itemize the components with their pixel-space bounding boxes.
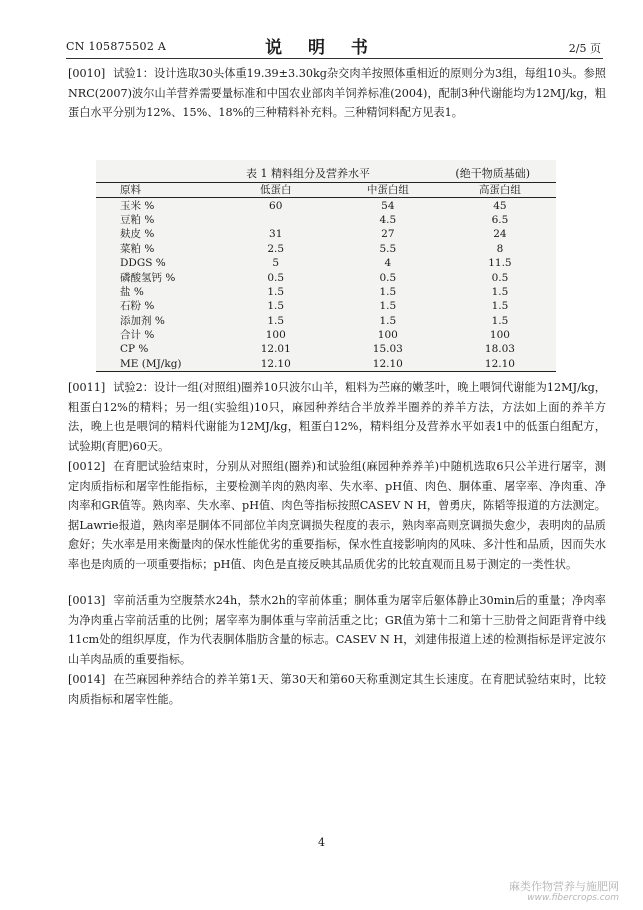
table-row bbox=[96, 227, 556, 241]
ingredient-cell: 磷酸氢钙 % bbox=[120, 271, 176, 284]
value-cell: 54 bbox=[381, 199, 395, 212]
value-cell: 12.10 bbox=[332, 357, 444, 372]
table-1 bbox=[96, 160, 556, 372]
value-cell: 1.5 bbox=[267, 300, 285, 313]
paragraph-0011 bbox=[68, 378, 606, 456]
value-cell: 31 bbox=[269, 228, 283, 241]
column-header: 中蛋白组 bbox=[332, 183, 444, 198]
table-row bbox=[96, 357, 556, 372]
paragraph-number: [0012] bbox=[68, 460, 106, 473]
paragraph-0012 bbox=[68, 457, 606, 574]
table-row bbox=[96, 270, 556, 284]
table-row bbox=[96, 314, 556, 328]
value-cell: 1.5 bbox=[267, 314, 285, 327]
paragraph-0014 bbox=[68, 670, 606, 709]
header-divider bbox=[66, 58, 603, 59]
value-cell: 60 bbox=[269, 199, 283, 212]
ingredient-cell: 添加剂 % bbox=[120, 314, 165, 327]
paragraph-number: [0014] bbox=[68, 673, 106, 686]
paragraph-number: [0013] bbox=[68, 594, 106, 607]
value-cell: 24 bbox=[493, 228, 507, 241]
value-cell: 2.5 bbox=[267, 242, 285, 255]
value-cell: 1.5 bbox=[491, 314, 509, 327]
watermark-title: 麻类作物营养与施肥网 bbox=[509, 880, 619, 893]
page-indicator: 2/5 页 bbox=[568, 42, 601, 55]
value-cell: 5.5 bbox=[379, 242, 397, 255]
value-cell: 1.5 bbox=[267, 285, 285, 298]
paragraph-text: 在苎麻园种养结合的养羊第1天、第30天和第60天称重测定其生长速度。在育肥试验结束时，比较肉质指标和屠宰性能。 bbox=[68, 673, 606, 706]
column-header: 低蛋白 bbox=[220, 183, 332, 198]
document-title: 说 明 书 bbox=[265, 38, 378, 58]
table-row bbox=[96, 198, 556, 213]
value-cell: 5 bbox=[272, 257, 280, 270]
value-cell: 4 bbox=[384, 257, 392, 270]
value-cell: 18.03 bbox=[484, 343, 515, 356]
value-cell: 1.5 bbox=[491, 300, 509, 313]
value-cell: 0.5 bbox=[379, 271, 397, 284]
ingredient-cell: 石粉 % bbox=[120, 300, 155, 313]
page-number: 4 bbox=[318, 836, 325, 849]
table-row bbox=[96, 285, 556, 299]
table-note: (绝干物质基础) bbox=[455, 167, 530, 180]
paragraph-text: 在育肥试验结束时，分别从对照组(圈养)和试验组(麻园种养养羊)中随机选取6只公羊进行屠宰，测定肉质指标和屠宰性能指标，主要检测羊肉的熟肉率、失水率、pH值、肉色、胴体重、屠宰率、净肉重、净肉率和GR值等。熟肉率、失水率、pH值、肉色等指标按照CASEV N H，曾勇庆，陈韬等报道的方法测定。据Lawrie报道，熟肉率是胴体不同部位羊肉烹调损失程度的表示，熟肉率高则烹调损失愈少，表明肉的品质愈好；失水率是用来衡量肉的保水性能优劣的重要指标，保水性直接影响肉的风味、多汁性和品质，因而失水率也是肉质的一项重要指标；pH值、肉色是直接反映其品质优劣的比较直观而且易于测定的一类性状。 bbox=[68, 460, 606, 571]
ingredient-cell: 合计 % bbox=[120, 329, 155, 342]
value-cell: 4.5 bbox=[379, 213, 397, 226]
value-cell: 0.5 bbox=[267, 271, 285, 284]
patent-number: CN 105875502 A bbox=[66, 40, 167, 53]
value-cell: 6.5 bbox=[491, 213, 509, 226]
value-cell: 1.5 bbox=[491, 285, 509, 298]
value-cell: 45 bbox=[493, 199, 507, 212]
table-title: 表 1 精料组分及营养水平 bbox=[246, 167, 370, 180]
paragraph-text: 试验1：设计选取30头体重19.39±3.30kg杂交肉羊按照体重相近的原则分为3组，每组10头。参照NRC(2007)波尔山羊营养需要量标准和中国农业部肉羊饲养标准(2004)，配制3种代谢能均为12MJ/kg，粗蛋白水平分别为12%、15%、18%的三种精料补充料。三种精饲料配方见表1。 bbox=[68, 67, 606, 119]
ingredient-cell: CP % bbox=[120, 343, 149, 356]
ingredient-cell: ME (MJ/kg) bbox=[96, 357, 220, 372]
paragraph-number: [0010] bbox=[68, 67, 106, 80]
feed-composition-table bbox=[96, 182, 556, 372]
value-cell: 12.01 bbox=[260, 343, 291, 356]
value-cell: 100 bbox=[377, 329, 398, 342]
value-cell: 1.5 bbox=[379, 285, 397, 298]
value-cell: 0.5 bbox=[491, 271, 509, 284]
table-header-row bbox=[96, 183, 556, 198]
value-cell: 27 bbox=[381, 228, 395, 241]
ingredient-cell: 麸皮 % bbox=[120, 228, 155, 241]
ingredient-cell: DDGS % bbox=[120, 257, 166, 270]
paragraph-0010 bbox=[68, 64, 606, 123]
paragraph-text: 试验2：设计一组(对照组)圈养10只波尔山羊，粗料为苎麻的嫩茎叶，晚上喂饲代谢能为12MJ/kg，粗蛋白12%的精料；另一组(实验组)10只，麻园种养结合半放养半圈养的养羊方法，方法如上面的养羊方法，晚上也是喂饲的精料代谢能为12MJ/kg，粗蛋白12%，精料组分及营养水平如表1中的低蛋白组配方，试验期(育肥)60天。 bbox=[68, 381, 606, 453]
value-cell: 8 bbox=[496, 242, 504, 255]
value-cell: 100 bbox=[489, 329, 510, 342]
table-row bbox=[96, 342, 556, 356]
table-caption bbox=[96, 165, 556, 181]
ingredient-cell: 豆粕 % bbox=[120, 213, 155, 226]
table-row bbox=[96, 328, 556, 342]
table-row bbox=[96, 299, 556, 313]
value-cell: 12.10 bbox=[444, 357, 556, 372]
ingredient-cell: 盐 % bbox=[120, 285, 144, 298]
value-cell: 11.5 bbox=[488, 257, 512, 270]
watermark-url: www.fibercrops.com bbox=[527, 893, 619, 903]
value-cell: 12.10 bbox=[220, 357, 332, 372]
column-header: 原料 bbox=[96, 183, 220, 198]
paragraph-0013 bbox=[68, 591, 606, 669]
table-row bbox=[96, 256, 556, 270]
paragraph-number: [0011] bbox=[68, 381, 106, 394]
value-cell: 100 bbox=[265, 329, 286, 342]
ingredient-cell: 玉米 % bbox=[120, 199, 155, 212]
paragraph-text: 宰前活重为空腹禁水24h，禁水2h的宰前体重；胴体重为屠宰后躯体静止30min后的重量；净肉率为净肉重占宰前活重的比例；屠宰率为胴体重与宰前活重之比；GR值为第十二和第十三肋骨之间距背脊中线 11cm处的组织厚度，作为代表胴体脂肪含量的标志。CASEV N H，刘建伟报道上述的检测指标是评定波尔山羊肉品质的重要指标。 bbox=[68, 594, 606, 666]
value-cell: 1.5 bbox=[379, 300, 397, 313]
ingredient-cell: 菜粕 % bbox=[120, 242, 155, 255]
value-cell: 15.03 bbox=[372, 343, 403, 356]
value-cell: 1.5 bbox=[379, 314, 397, 327]
table-row bbox=[96, 213, 556, 227]
column-header: 高蛋白组 bbox=[444, 183, 556, 198]
value-cell bbox=[220, 213, 332, 227]
table-row bbox=[96, 242, 556, 256]
